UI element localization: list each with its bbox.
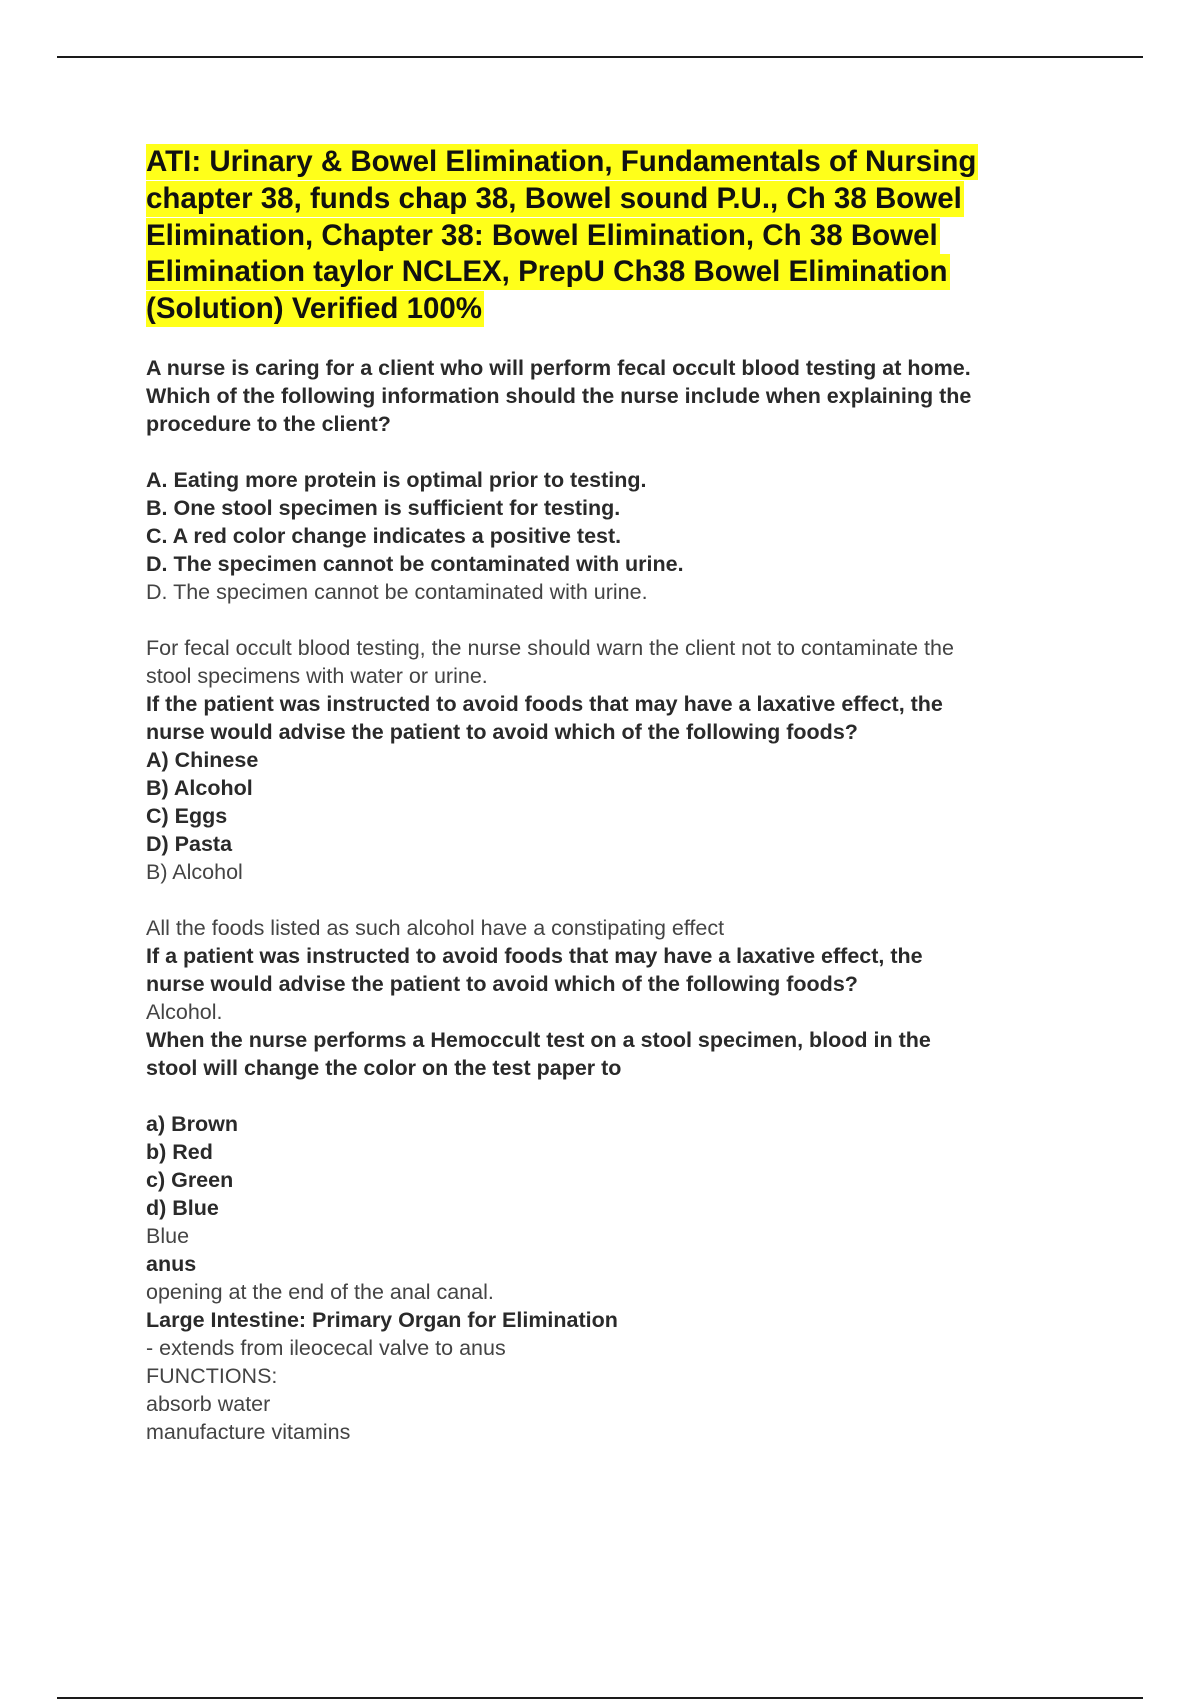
question-text: A nurse is caring for a client who will perform fecal occult blood testing at home. [146,355,971,380]
answer-option: A) Chinese [146,747,259,772]
correct-answer: B) Alcohol [146,859,243,884]
correct-answer: Blue [146,1223,190,1248]
term-block-anus [146,1250,1086,1306]
question-block-2 [146,690,1086,942]
term-block-large-intestine [146,1306,1086,1446]
question-block-3 [146,942,1086,1026]
question-text: procedure to the client? [146,411,391,436]
footer-rule [57,1697,1143,1699]
answer-option: c) Green [146,1167,234,1192]
document-body [146,144,1086,1446]
term-text: Large Intestine: Primary Organ for Elimination [146,1307,618,1332]
definition-text: - extends from ileocecal valve to anus [146,1335,506,1360]
question-text: If a patient was instructed to avoid foods that may have a laxative effect, the [146,943,923,968]
answer-option: B) Alcohol [146,775,253,800]
correct-answer: D. The specimen cannot be contaminated with urine. [146,579,648,604]
question-text: When the nurse performs a Hemoccult test on a stool specimen, blood in the [146,1027,931,1052]
answer-option: B. One stool specimen is sufficient for testing. [146,495,621,520]
question-text: Which of the following information should the nurse include when explaining the [146,383,972,408]
rationale-text: All the foods listed as such alcohol have a constipating effect [146,915,725,940]
question-text: stool will change the color on the test paper to [146,1055,622,1080]
answer-option: b) Red [146,1139,213,1164]
answer-option: C) Eggs [146,803,228,828]
question-text: nurse would advise the patient to avoid which of the following foods? [146,719,858,744]
definition-text: manufacture vitamins [146,1419,351,1444]
answer-option: d) Blue [146,1195,219,1220]
answer-option: D. The specimen cannot be contaminated with urine. [146,551,684,576]
definition-text: FUNCTIONS: [146,1363,278,1388]
definition-text: absorb water [146,1391,271,1416]
answer-option: C. A red color change indicates a positive test. [146,523,622,548]
rationale-text: stool specimens with water or urine. [146,663,488,688]
document-title [146,144,1086,328]
answer-option: a) Brown [146,1111,238,1136]
header-rule [57,56,1143,58]
title-highlight: ATI: Urinary & Bowel Elimination, Fundamentals of Nursing chapter 38, funds chap 38, Bowel sound P.U., Ch 38 Bowel Elimination, Chapter 38: Bowel Elimination, Ch 38 Bowel Elimination taylor NCLEX, PrepU Ch38 Bowel Elimination (Solution) Verified 100% [146,145,977,326]
term-text: anus [146,1251,197,1276]
question-text: nurse would advise the patient to avoid which of the following foods? [146,971,858,996]
question-block-4 [146,1026,1086,1250]
rationale-text: For fecal occult blood testing, the nurse should warn the client not to contaminate the [146,635,954,660]
question-text: If the patient was instructed to avoid foods that may have a laxative effect, the [146,691,943,716]
answer-option: A. Eating more protein is optimal prior to testing. [146,467,647,492]
definition-text: opening at the end of the anal canal. [146,1279,494,1304]
correct-answer: Alcohol. [146,999,223,1024]
question-block-1 [146,354,1086,690]
answer-option: D) Pasta [146,831,233,856]
